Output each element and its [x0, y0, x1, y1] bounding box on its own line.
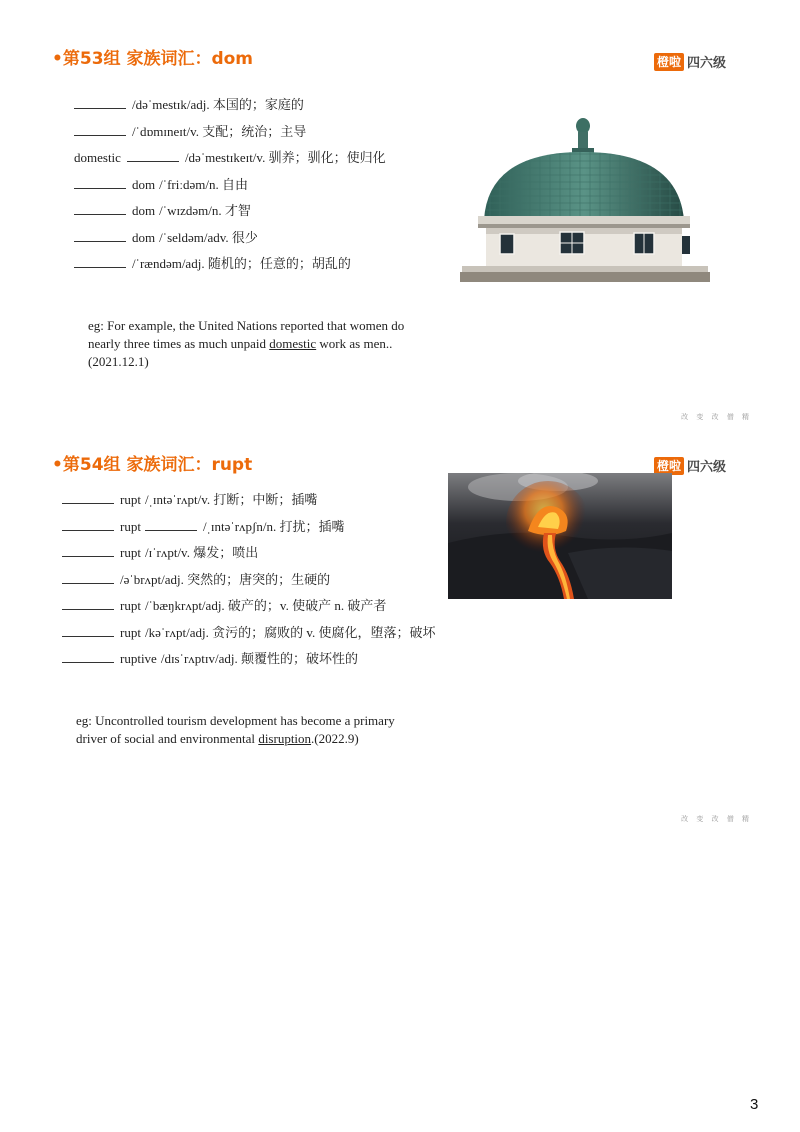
vocab-definition: /dɪsˈrʌptɪv/adj. 颠覆性的；破坏性的 [160, 651, 358, 666]
page-number: 3 [750, 1096, 759, 1113]
vocab-item [62, 487, 436, 514]
vocab-definition: /ˈbæŋkrʌpt/adj. 破产的；v. 使破产 n. 破产者 [144, 598, 387, 613]
vocab-item [62, 540, 436, 567]
vocab-item [74, 198, 386, 225]
example-text-end: work as men..(2021.12.1) [88, 336, 393, 369]
vocab-definition: /ˈrændəm/adj. 随机的；任意的；胡乱的 [132, 256, 351, 271]
vocab-item [74, 225, 386, 252]
vocab-root: rupt [120, 598, 141, 613]
fill-blank[interactable] [62, 490, 114, 504]
vocab-item [74, 172, 386, 199]
brand [654, 52, 726, 71]
fill-blank[interactable] [74, 228, 126, 242]
example-keyword: domestic [269, 336, 317, 351]
vocab-root: ruptive [120, 651, 157, 666]
fill-blank[interactable] [62, 543, 114, 557]
vocab-item [74, 145, 386, 172]
vocab-item [74, 251, 386, 278]
vocab-definition: /ˈdɒmɪneɪt/v. 支配；统治；主导 [132, 123, 307, 139]
vocab-item [74, 92, 386, 119]
vocab-root: rupt [120, 545, 141, 560]
example-sentence [76, 712, 416, 748]
example-text: eg: For example, the United Nations reported that women do nearly three times as much unpaid [88, 318, 405, 351]
vocab-list [74, 92, 386, 278]
brand-text: 四六级 [687, 460, 727, 475]
dome-building-image [460, 112, 710, 282]
section-rupt [0, 440, 800, 840]
brand-logo: 橙啦 [654, 53, 684, 71]
vocab-definition: /dəˈmestɪkeɪt/v. 驯养；驯化；使归化 [184, 150, 386, 165]
vocab-item [62, 620, 436, 647]
example-text-end: .(2022.9) [311, 731, 359, 746]
fill-blank[interactable] [62, 649, 114, 663]
example-text: eg: Uncontrolled tourism development has become a primary driver of social and environmental [76, 713, 395, 746]
fill-blank[interactable] [62, 623, 114, 637]
fill-blank[interactable] [74, 201, 126, 215]
vocab-root: rupt [120, 518, 141, 534]
vocab-definition: /dəˈmestɪk/adj. 本国的；家庭的 [132, 97, 304, 112]
vocab-item [74, 119, 386, 146]
section-title: •第53组 家族词汇：dom [52, 49, 254, 69]
vocab-prefix: domestic [74, 150, 121, 165]
vocab-item [62, 593, 436, 620]
vocab-definition: /ˈseldəm/adv. 很少 [159, 229, 258, 245]
vocab-definition: /ˈwɪzdəm/n. 才智 [159, 203, 251, 218]
example-keyword: disruption [258, 731, 312, 746]
vocab-definition: /ˈfriːdəm/n. 自由 [159, 176, 248, 192]
brand-text: 四六级 [687, 56, 727, 71]
fill-blank[interactable] [62, 517, 114, 531]
fill-blank[interactable] [74, 95, 126, 109]
footer-mark: 改 变 改 僧 精 [681, 815, 752, 823]
vocab-definition: /ɪˈrʌpt/v. 爆发；喷出 [144, 545, 259, 560]
fill-blank[interactable] [74, 254, 126, 268]
vocab-list [62, 487, 436, 673]
fill-blank[interactable] [74, 122, 126, 136]
volcano-lava-image [448, 473, 672, 599]
fill-blank[interactable] [74, 175, 126, 189]
vocab-definition: /kəˈrʌpt/adj. 贪污的；腐败的 v. 使腐化，堕落；破坏 [144, 624, 436, 640]
fill-blank[interactable] [62, 570, 114, 584]
vocab-root: dom [132, 176, 156, 192]
section-title: •第54组 家族词汇：rupt [52, 455, 253, 475]
fill-blank[interactable] [127, 148, 179, 162]
vocab-item [62, 514, 436, 541]
footer-mark: 改 变 改 僧 精 [681, 413, 752, 421]
section-dom [0, 0, 800, 430]
vocab-root: dom [132, 203, 156, 218]
vocab-root: rupt [120, 624, 141, 640]
vocab-root: rupt [120, 492, 141, 507]
brand-logo: 橙啦 [654, 457, 684, 475]
vocab-root: dom [132, 229, 156, 245]
vocab-item [62, 567, 436, 594]
fill-blank[interactable] [62, 596, 114, 610]
fill-blank[interactable] [145, 517, 197, 531]
example-sentence [88, 317, 438, 371]
vocab-definition: /ˌɪntəˈrʌpt/v. 打断；中断；插嘴 [144, 492, 318, 507]
vocab-definition: /əˈbrʌpt/adj. 突然的；唐突的；生硬的 [120, 571, 331, 587]
vocab-item [62, 646, 436, 673]
vocab-definition: /ˌɪntəˈrʌpʃn/n. 打扰；插嘴 [202, 518, 345, 534]
